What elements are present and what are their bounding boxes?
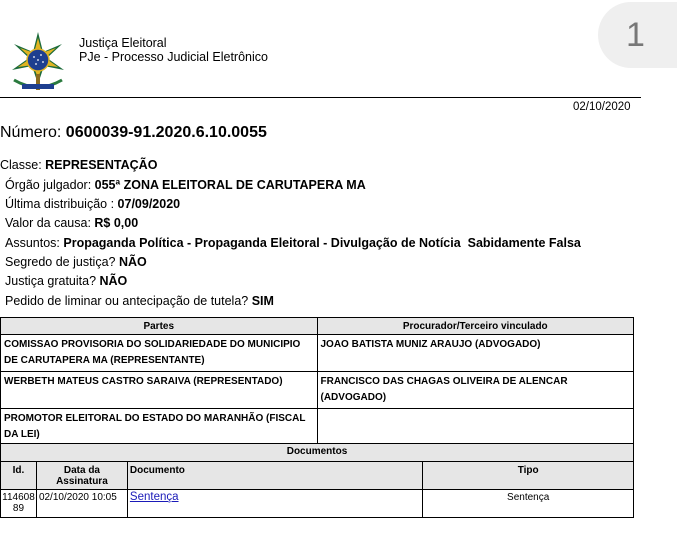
liminar-label: Pedido de liminar ou antecipação de tutela? <box>5 294 252 308</box>
classe-value: REPRESENTAÇÃO <box>45 158 158 172</box>
document-date: 02/10/2020 <box>573 101 631 113</box>
distribuicao-label: Última distribuição : <box>5 197 118 211</box>
parties-header-procurador: Procurador/Terceiro vinculado <box>317 318 634 335</box>
classe-row <box>0 158 157 172</box>
table-row <box>1 335 634 372</box>
process-number-value: 0600039-91.2020.6.10.0055 <box>65 124 267 141</box>
documents-table <box>0 443 634 518</box>
orgao-label: Órgão julgador: <box>5 178 95 192</box>
parties-header-row <box>1 318 634 335</box>
distribuicao-row <box>5 197 180 211</box>
classe-label: Classe: <box>0 158 46 172</box>
gratuita-label: Justiça gratuita? <box>5 274 100 288</box>
orgao-value: 055ª ZONA ELEITORAL DE CARUTAPERA MA <box>94 178 366 192</box>
parties-header-partes: Partes <box>1 318 318 335</box>
valor-value: R$ 0,00 <box>94 216 139 230</box>
header-divider <box>0 97 641 98</box>
table-row <box>1 409 634 446</box>
segredo-row <box>5 255 147 269</box>
valor-row <box>5 216 138 230</box>
liminar-row <box>5 294 274 308</box>
segredo-value: NÃO <box>118 255 147 269</box>
party-attorney: JOAO BATISTA MUNIZ ARAUJO (ADVOGADO) <box>317 335 634 372</box>
brazil-coat-of-arms-icon <box>6 30 70 94</box>
document-link[interactable]: Sentença <box>129 491 179 503</box>
assuntos-value: Propaganda Política - Propaganda Eleitoral - Divulgação de Notícia Sabidamente Falsa <box>63 236 581 250</box>
document-type: Sentença <box>423 490 634 518</box>
documents-header-tipo: Tipo <box>423 462 634 490</box>
page-number: 1 <box>626 16 645 54</box>
documents-header-id: Id. <box>1 462 37 490</box>
party-attorney <box>317 409 634 446</box>
party-name: WERBETH MATEUS CASTRO SARAIVA (REPRESENTADO) <box>1 372 318 409</box>
documents-header-data: Data da Assinatura <box>36 462 127 490</box>
gratuita-row <box>5 274 127 288</box>
parties-table <box>0 317 634 446</box>
segredo-label: Segredo de justiça? <box>5 255 119 269</box>
documents-title: Documentos <box>1 444 634 462</box>
documents-title-row <box>1 444 634 462</box>
party-attorney: FRANCISCO DAS CHAGAS OLIVEIRA DE ALENCAR (ADVOGADO) <box>317 372 634 409</box>
assuntos-label: Assuntos: <box>5 236 64 250</box>
distribuicao-value: 07/09/2020 <box>117 197 181 211</box>
liminar-value: SIM <box>251 294 274 308</box>
documents-header-row <box>1 462 634 490</box>
gratuita-value: NÃO <box>99 274 128 288</box>
system-name: PJe - Processo Judicial Eletrônico <box>79 50 268 64</box>
valor-label: Valor da causa: <box>5 216 95 230</box>
assuntos-row <box>5 236 581 250</box>
document-id: 11460889 <box>1 490 37 518</box>
documents-header-documento: Documento <box>127 462 422 490</box>
court-name: Justiça Eleitoral <box>79 36 167 50</box>
orgao-row <box>5 178 366 192</box>
page-number-badge <box>598 2 677 68</box>
table-row <box>1 490 634 518</box>
process-number-label: Número: <box>0 124 66 141</box>
process-number <box>0 124 267 142</box>
document-date: 02/10/2020 10:05 <box>36 490 127 518</box>
table-row <box>1 372 634 409</box>
party-name: COMISSAO PROVISORIA DO SOLIDARIEDADE DO MUNICIPIO DE CARUTAPERA MA (REPRESENTANTE) <box>1 335 318 372</box>
party-name: PROMOTOR ELEITORAL DO ESTADO DO MARANHÃO (FISCAL DA LEI) <box>1 409 318 446</box>
